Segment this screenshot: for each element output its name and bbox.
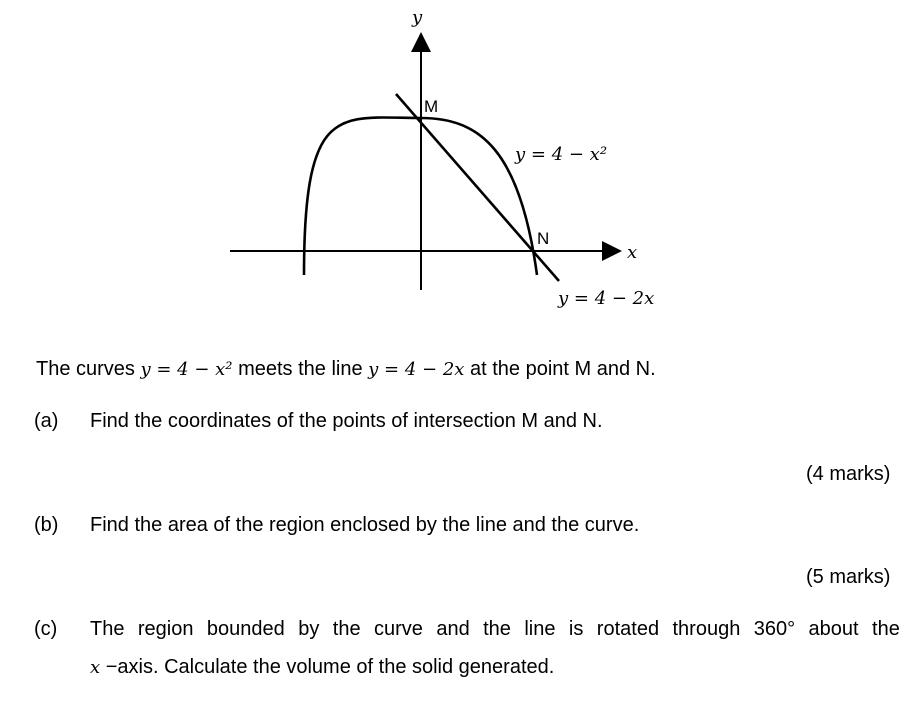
question-a-label: (a) [34, 410, 59, 432]
question-c-word: is [568, 618, 584, 640]
intro-curve-equation: y = 4 − x² [140, 359, 233, 380]
intro-line-equation: y = 4 − 2x [368, 359, 465, 380]
question-c-word: The [90, 618, 125, 640]
question-c-word: and [436, 618, 470, 640]
question-c-x-variable: x [90, 657, 101, 678]
question-c-label: (c) [34, 618, 58, 640]
question-c-text-line2 [90, 656, 554, 679]
question-c-word: line [524, 618, 556, 640]
question-c-word: through [672, 618, 741, 640]
x-axis-label: x [627, 242, 638, 263]
question-c-word: bounded [206, 618, 285, 640]
question-c-word: about [808, 618, 859, 640]
curve-equation-label: y = 4 − x² [515, 144, 608, 165]
intro-prefix: The curves [36, 358, 141, 380]
question-a-text: Find the coordinates of the points of intersection M and N. [90, 410, 603, 432]
intro-middle: meets the line [232, 358, 369, 380]
question-c-word: rotated [596, 618, 660, 640]
graph-figure [0, 0, 893, 330]
question-a-marks: (4 marks) [806, 463, 891, 485]
question-b-marks: (5 marks) [806, 566, 891, 588]
question-c-line2-text: −axis. Calculate the volume of the solid generated. [100, 656, 555, 678]
question-b-label: (b) [34, 514, 59, 536]
question-c-word: by [298, 618, 320, 640]
question-c-word: the [872, 618, 900, 640]
intro-suffix: at the point M and N. [464, 358, 656, 380]
question-c-word: the [332, 618, 361, 640]
point-m-label: M [424, 97, 439, 116]
question-c-word: curve [374, 618, 423, 640]
intro-statement [36, 358, 656, 381]
question-c-word: 360° [753, 618, 796, 640]
question-c-word: the [483, 618, 511, 640]
point-n-label: N [537, 229, 550, 248]
y-axis-label: y [412, 7, 423, 28]
question-b-text: Find the area of the region enclosed by the line and the curve. [90, 514, 640, 536]
line-equation-label: y = 4 − 2x [558, 288, 655, 309]
question-c-text-line1 [90, 618, 900, 641]
question-c-word: region [137, 618, 194, 640]
